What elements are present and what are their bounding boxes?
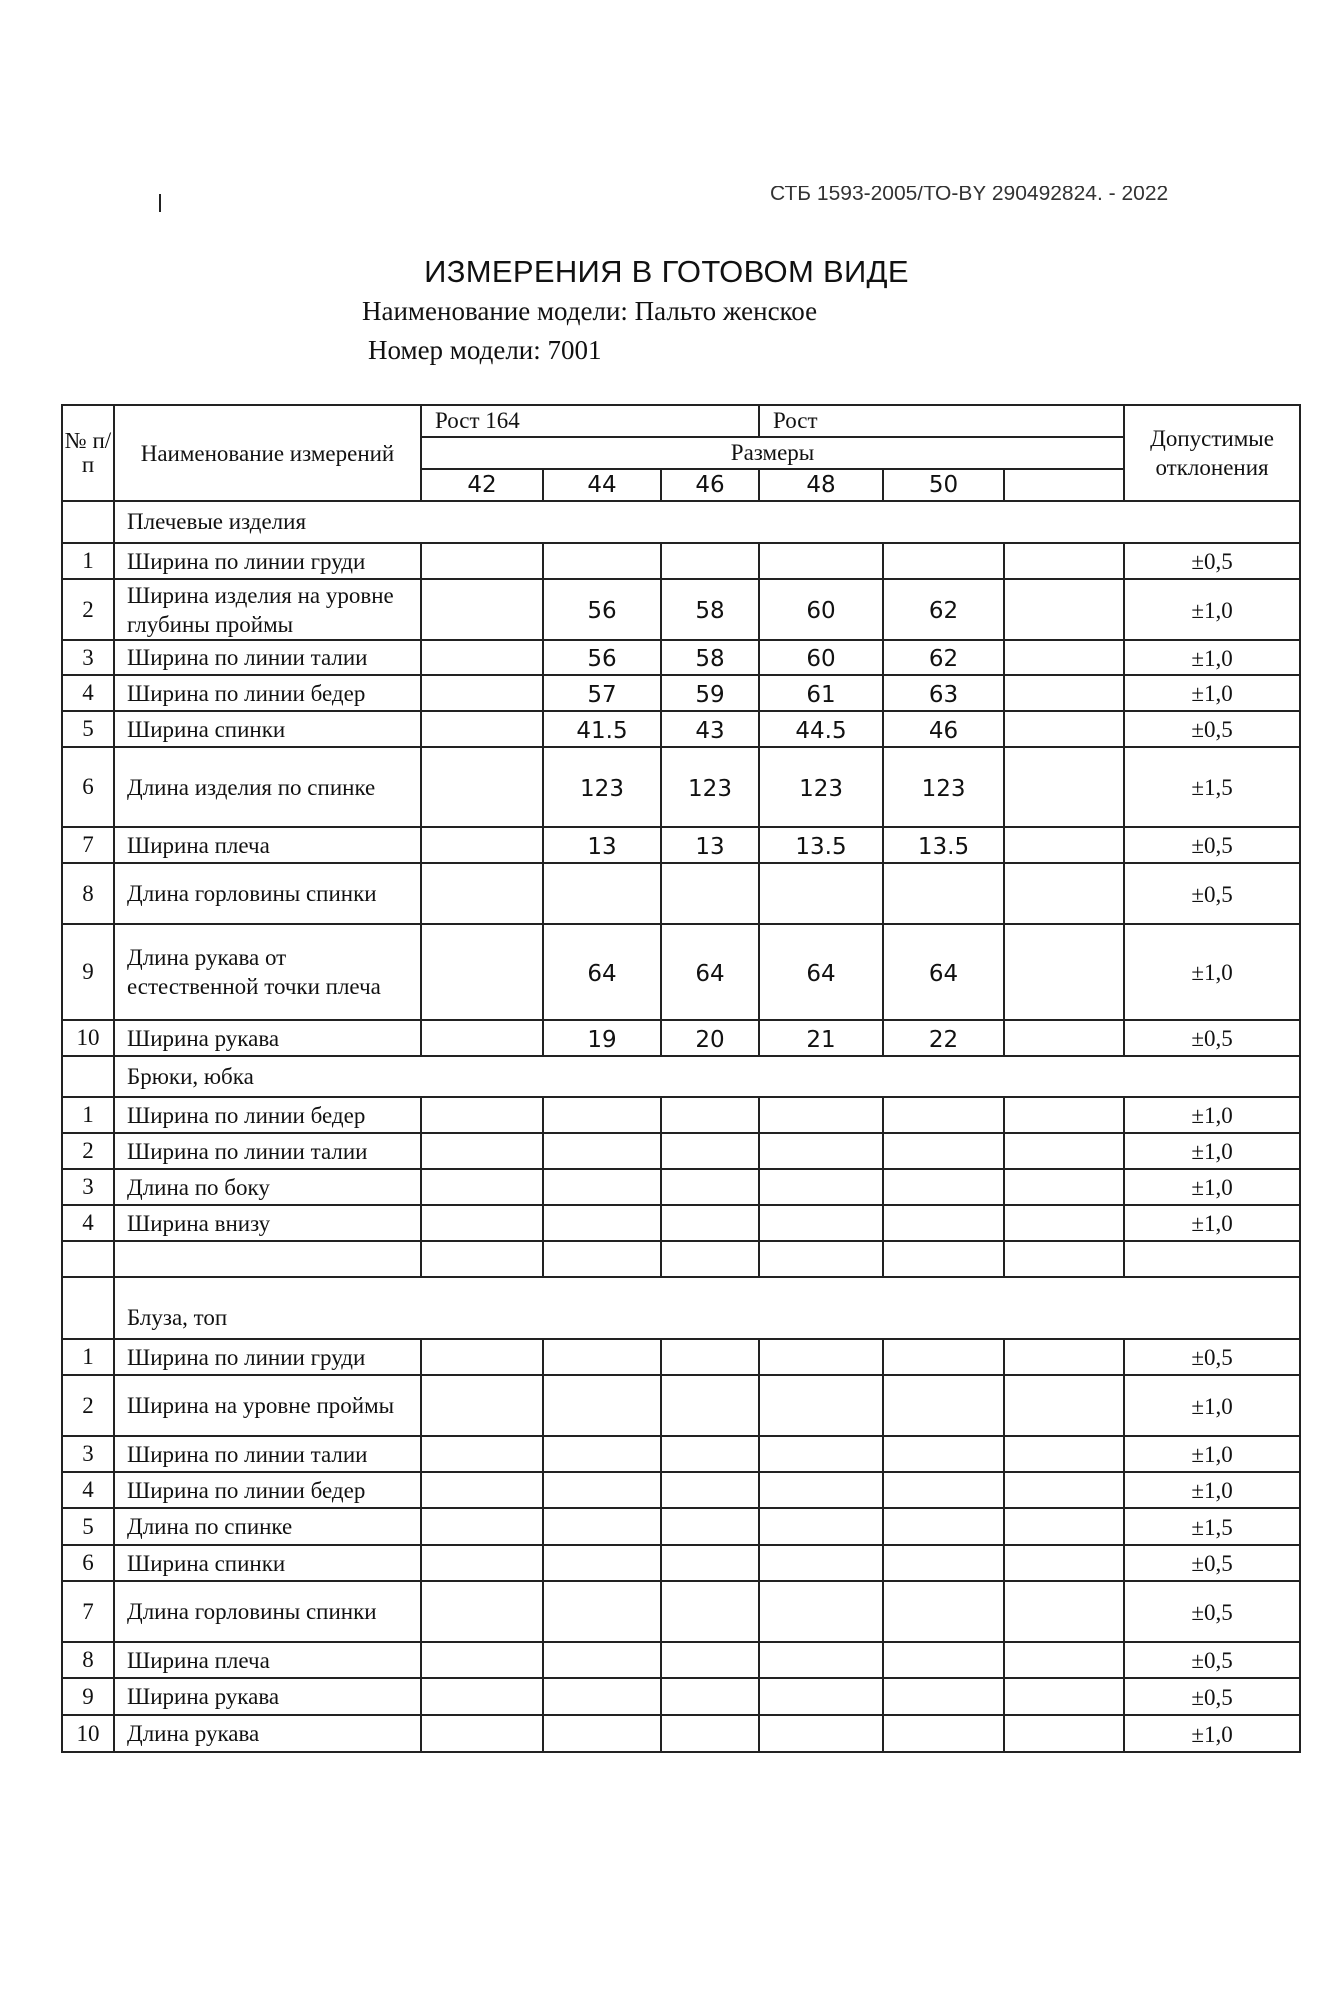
row-number: 8 bbox=[62, 863, 114, 924]
measurement-value bbox=[421, 675, 543, 711]
measurement-value bbox=[543, 1678, 661, 1715]
measurement-name: Длина по боку bbox=[114, 1169, 421, 1205]
section-number-cell bbox=[62, 1277, 114, 1339]
model-number: Номер модели: 7001 bbox=[368, 335, 602, 365]
measurement-value bbox=[1004, 1241, 1124, 1277]
row-number: 1 bbox=[62, 1339, 114, 1375]
tolerance-value: ±1,0 bbox=[1124, 1436, 1300, 1472]
measurement-name: Ширина по линии бедер bbox=[114, 675, 421, 711]
row-number: 7 bbox=[62, 1581, 114, 1642]
measurement-value bbox=[759, 1472, 883, 1508]
tolerance-value: ±0,5 bbox=[1124, 827, 1300, 863]
table-row bbox=[62, 543, 1300, 579]
table-row bbox=[62, 1472, 1300, 1508]
measurement-value: 43 bbox=[661, 711, 759, 747]
margin-mark bbox=[159, 194, 161, 212]
measurement-value bbox=[543, 1097, 661, 1133]
measurement-value bbox=[759, 1241, 883, 1277]
measurement-value bbox=[883, 1169, 1004, 1205]
measurement-value bbox=[883, 543, 1004, 579]
header-row-1 bbox=[62, 405, 1300, 437]
row-number: 3 bbox=[62, 640, 114, 675]
document-code: СТБ 1593-2005/ТО-BY 290492824. - 2022 bbox=[770, 186, 1169, 205]
measurement-value bbox=[661, 1205, 759, 1241]
measurement-value: 60 bbox=[759, 640, 883, 675]
measurement-value bbox=[1004, 1375, 1124, 1436]
row-number: 1 bbox=[62, 543, 114, 579]
measurement-name: Ширина рукава bbox=[114, 1020, 421, 1056]
measurement-value bbox=[1004, 1339, 1124, 1375]
table-row bbox=[62, 1715, 1300, 1752]
measurement-value bbox=[661, 1097, 759, 1133]
measurement-value bbox=[1004, 640, 1124, 675]
measurement-value bbox=[1004, 1169, 1124, 1205]
table-row bbox=[62, 640, 1300, 675]
measurement-value bbox=[543, 1241, 661, 1277]
measurement-value bbox=[421, 1581, 543, 1642]
measurement-value bbox=[883, 863, 1004, 924]
measurement-name: Ширина по линии талии bbox=[114, 1436, 421, 1472]
header-tolerance: Допустимые отклонения bbox=[1124, 405, 1300, 501]
row-number: 5 bbox=[62, 711, 114, 747]
measurement-value bbox=[421, 1241, 543, 1277]
model-name: Наименование модели: Пальто женское bbox=[362, 296, 818, 326]
measurement-value: 62 bbox=[883, 640, 1004, 675]
measurement-name: Ширина внизу bbox=[114, 1205, 421, 1241]
size-column-header: 46 bbox=[661, 469, 759, 501]
measurement-value: 46 bbox=[883, 711, 1004, 747]
measurement-value bbox=[759, 1205, 883, 1241]
measurement-name: Ширина по линии талии bbox=[114, 1133, 421, 1169]
measurement-value: 60 bbox=[759, 579, 883, 640]
tolerance-value: ±1,0 bbox=[1124, 1205, 1300, 1241]
measurement-value bbox=[661, 1472, 759, 1508]
measurement-value bbox=[1004, 1472, 1124, 1508]
row-number bbox=[62, 1241, 114, 1277]
tolerance-value: ±0,5 bbox=[1124, 1020, 1300, 1056]
measurement-value: 123 bbox=[759, 747, 883, 827]
table-row bbox=[62, 1642, 1300, 1678]
size-column-header: 44 bbox=[543, 469, 661, 501]
measurement-value bbox=[883, 1133, 1004, 1169]
section-row bbox=[62, 501, 1300, 543]
measurement-value bbox=[759, 1339, 883, 1375]
section-number-cell bbox=[62, 501, 114, 543]
measurement-name: Ширина по линии талии bbox=[114, 640, 421, 675]
table-row bbox=[62, 747, 1300, 827]
table-row bbox=[62, 1097, 1300, 1133]
measurement-value bbox=[1004, 1642, 1124, 1678]
measurement-value bbox=[1004, 579, 1124, 640]
measurement-value bbox=[421, 543, 543, 579]
table-row bbox=[62, 675, 1300, 711]
measurement-value: 13.5 bbox=[883, 827, 1004, 863]
measurement-value: 13 bbox=[661, 827, 759, 863]
measurement-value bbox=[759, 543, 883, 579]
measurement-name: Ширина плеча bbox=[114, 1642, 421, 1678]
tolerance-value: ±0,5 bbox=[1124, 1581, 1300, 1642]
measurement-value: 123 bbox=[661, 747, 759, 827]
measurement-value bbox=[543, 543, 661, 579]
measurement-value: 57 bbox=[543, 675, 661, 711]
measurement-value bbox=[1004, 1545, 1124, 1581]
measurement-value: 22 bbox=[883, 1020, 1004, 1056]
measurement-value bbox=[759, 1375, 883, 1436]
measurement-value bbox=[543, 1472, 661, 1508]
table-row bbox=[62, 1169, 1300, 1205]
measurement-value: 56 bbox=[543, 579, 661, 640]
measurement-value: 59 bbox=[661, 675, 759, 711]
measurement-value bbox=[1004, 675, 1124, 711]
measurement-value bbox=[661, 1642, 759, 1678]
measurement-value bbox=[543, 1642, 661, 1678]
measurement-value bbox=[543, 1339, 661, 1375]
measurement-value bbox=[421, 579, 543, 640]
measurement-value bbox=[1004, 924, 1124, 1020]
measurement-value bbox=[883, 1642, 1004, 1678]
measurement-value bbox=[661, 1545, 759, 1581]
measurement-value bbox=[661, 1375, 759, 1436]
measurement-value bbox=[759, 1169, 883, 1205]
measurement-value bbox=[661, 1508, 759, 1545]
measurement-value bbox=[1004, 543, 1124, 579]
measurement-name: Ширина спинки bbox=[114, 711, 421, 747]
measurement-value bbox=[759, 1642, 883, 1678]
measurement-value bbox=[421, 1545, 543, 1581]
header-measurement-name: Наименование измерений bbox=[114, 405, 421, 501]
size-column-header: 50 bbox=[883, 469, 1004, 501]
measurement-value bbox=[543, 1508, 661, 1545]
measurement-value bbox=[759, 1436, 883, 1472]
measurement-value bbox=[421, 827, 543, 863]
measurement-name: Ширина по линии груди bbox=[114, 543, 421, 579]
measurement-value: 63 bbox=[883, 675, 1004, 711]
measurement-value bbox=[661, 1581, 759, 1642]
measurement-value bbox=[1004, 1436, 1124, 1472]
tolerance-value: ±1,0 bbox=[1124, 675, 1300, 711]
table-row bbox=[62, 1508, 1300, 1545]
measurement-value bbox=[759, 1508, 883, 1545]
row-number: 3 bbox=[62, 1436, 114, 1472]
measurement-value bbox=[883, 1581, 1004, 1642]
measurement-value bbox=[421, 1375, 543, 1436]
measurement-value bbox=[883, 1472, 1004, 1508]
measurement-value bbox=[543, 1581, 661, 1642]
tolerance-value: ±0,5 bbox=[1124, 1545, 1300, 1581]
measurement-value bbox=[421, 1508, 543, 1545]
measurement-value bbox=[883, 1678, 1004, 1715]
measurement-value bbox=[1004, 827, 1124, 863]
measurements-table bbox=[61, 404, 1301, 1753]
measurement-value: 13.5 bbox=[759, 827, 883, 863]
measurement-value bbox=[759, 863, 883, 924]
section-title: Блуза, топ bbox=[114, 1277, 1300, 1339]
row-number: 2 bbox=[62, 1133, 114, 1169]
measurement-value bbox=[661, 863, 759, 924]
section-row bbox=[62, 1277, 1300, 1339]
measurement-value: 20 bbox=[661, 1020, 759, 1056]
measurement-value: 21 bbox=[759, 1020, 883, 1056]
measurement-name: Ширина рукава bbox=[114, 1678, 421, 1715]
measurement-name bbox=[114, 1241, 421, 1277]
tolerance-value bbox=[1124, 1241, 1300, 1277]
table-row bbox=[62, 863, 1300, 924]
measurement-name: Ширина по линии груди bbox=[114, 1339, 421, 1375]
measurement-value bbox=[421, 1133, 543, 1169]
table-row bbox=[62, 1339, 1300, 1375]
measurement-value bbox=[421, 1020, 543, 1056]
header-rost-2: Рост bbox=[759, 405, 1124, 437]
measurement-value bbox=[661, 543, 759, 579]
tolerance-value: ±1,0 bbox=[1124, 1375, 1300, 1436]
measurement-value bbox=[543, 1715, 661, 1752]
measurement-value bbox=[661, 1241, 759, 1277]
measurement-value: 58 bbox=[661, 640, 759, 675]
measurement-value bbox=[421, 747, 543, 827]
measurement-value: 44.5 bbox=[759, 711, 883, 747]
measurement-value: 123 bbox=[543, 747, 661, 827]
header-sizes: Размеры bbox=[421, 437, 1124, 469]
measurement-value bbox=[759, 1678, 883, 1715]
section-number-cell bbox=[62, 1056, 114, 1097]
measurement-value bbox=[421, 1339, 543, 1375]
row-number: 10 bbox=[62, 1715, 114, 1752]
measurement-value bbox=[759, 1715, 883, 1752]
table-row bbox=[62, 1375, 1300, 1436]
measurement-value: 64 bbox=[661, 924, 759, 1020]
tolerance-value: ±1,0 bbox=[1124, 640, 1300, 675]
measurement-value bbox=[883, 1097, 1004, 1133]
table-row bbox=[62, 827, 1300, 863]
measurement-name: Длина рукава от естественной точки плеча bbox=[114, 924, 421, 1020]
row-number: 4 bbox=[62, 1472, 114, 1508]
table-row bbox=[62, 1678, 1300, 1715]
measurement-value: 64 bbox=[759, 924, 883, 1020]
row-number: 6 bbox=[62, 747, 114, 827]
header-number: № п/ п bbox=[62, 405, 114, 501]
tolerance-value: ±1,0 bbox=[1124, 579, 1300, 640]
row-number: 4 bbox=[62, 675, 114, 711]
measurement-value: 123 bbox=[883, 747, 1004, 827]
measurement-value bbox=[1004, 863, 1124, 924]
measurement-value: 58 bbox=[661, 579, 759, 640]
table-row bbox=[62, 711, 1300, 747]
measurement-name: Ширина по линии бедер bbox=[114, 1097, 421, 1133]
header-rost-1: Рост 164 bbox=[421, 405, 759, 437]
measurement-value bbox=[421, 1205, 543, 1241]
measurement-value bbox=[543, 1545, 661, 1581]
measurement-value bbox=[1004, 1020, 1124, 1056]
measurement-value bbox=[1004, 1097, 1124, 1133]
row-number: 5 bbox=[62, 1508, 114, 1545]
measurement-name: Длина по спинке bbox=[114, 1508, 421, 1545]
table-row bbox=[62, 1545, 1300, 1581]
tolerance-value: ±1,5 bbox=[1124, 747, 1300, 827]
size-column-header bbox=[1004, 469, 1124, 501]
measurement-name: Ширина изделия на уровне глубины проймы bbox=[114, 579, 421, 640]
measurement-value bbox=[661, 1715, 759, 1752]
measurement-value bbox=[1004, 1581, 1124, 1642]
tolerance-value: ±1,0 bbox=[1124, 1169, 1300, 1205]
measurement-value bbox=[543, 1169, 661, 1205]
section-title: Плечевые изделия bbox=[114, 501, 1300, 543]
measurement-name: Ширина на уровне проймы bbox=[114, 1375, 421, 1436]
measurement-value bbox=[421, 1715, 543, 1752]
measurement-value bbox=[543, 1436, 661, 1472]
tolerance-value: ±0,5 bbox=[1124, 711, 1300, 747]
tolerance-value: ±1,5 bbox=[1124, 1508, 1300, 1545]
tolerance-value: ±0,5 bbox=[1124, 543, 1300, 579]
measurement-value bbox=[661, 1436, 759, 1472]
row-number: 2 bbox=[62, 1375, 114, 1436]
measurement-name: Ширина по линии бедер bbox=[114, 1472, 421, 1508]
measurement-value bbox=[1004, 711, 1124, 747]
measurement-name: Ширина спинки bbox=[114, 1545, 421, 1581]
measurement-value bbox=[421, 1642, 543, 1678]
table-row bbox=[62, 1133, 1300, 1169]
measurement-value bbox=[421, 1097, 543, 1133]
measurement-name: Длина горловины спинки bbox=[114, 1581, 421, 1642]
measurement-value bbox=[421, 1169, 543, 1205]
measurement-value: 64 bbox=[543, 924, 661, 1020]
tolerance-value: ±0,5 bbox=[1124, 1642, 1300, 1678]
measurement-value bbox=[759, 1097, 883, 1133]
tolerance-value: ±1,0 bbox=[1124, 924, 1300, 1020]
measurement-value: 64 bbox=[883, 924, 1004, 1020]
measurement-value: 13 bbox=[543, 827, 661, 863]
measurement-value bbox=[883, 1205, 1004, 1241]
measurement-value bbox=[1004, 1715, 1124, 1752]
measurement-value bbox=[883, 1508, 1004, 1545]
measurement-value bbox=[421, 863, 543, 924]
measurement-name: Длина рукава bbox=[114, 1715, 421, 1752]
measurement-value bbox=[1004, 1508, 1124, 1545]
section-row bbox=[62, 1056, 1300, 1097]
row-number: 4 bbox=[62, 1205, 114, 1241]
measurement-value bbox=[661, 1169, 759, 1205]
measurement-value bbox=[421, 1472, 543, 1508]
measurement-value: 41.5 bbox=[543, 711, 661, 747]
measurement-value bbox=[759, 1581, 883, 1642]
measurement-value bbox=[1004, 1205, 1124, 1241]
tolerance-value: ±0,5 bbox=[1124, 1339, 1300, 1375]
row-number: 7 bbox=[62, 827, 114, 863]
tolerance-value: ±1,0 bbox=[1124, 1472, 1300, 1508]
row-number: 2 bbox=[62, 579, 114, 640]
measurement-value bbox=[883, 1375, 1004, 1436]
measurement-value bbox=[759, 1545, 883, 1581]
measurement-value bbox=[421, 1678, 543, 1715]
measurement-value bbox=[421, 640, 543, 675]
measurement-value bbox=[1004, 1133, 1124, 1169]
tolerance-value: ±0,5 bbox=[1124, 863, 1300, 924]
measurement-value bbox=[883, 1339, 1004, 1375]
measurement-value: 19 bbox=[543, 1020, 661, 1056]
section-title: Брюки, юбка bbox=[114, 1056, 1300, 1097]
measurement-value bbox=[543, 1133, 661, 1169]
size-column-header: 48 bbox=[759, 469, 883, 501]
tolerance-value: ±1,0 bbox=[1124, 1133, 1300, 1169]
measurement-value bbox=[883, 1436, 1004, 1472]
tolerance-value: ±1,0 bbox=[1124, 1715, 1300, 1752]
table-row bbox=[62, 1205, 1300, 1241]
table-row bbox=[62, 924, 1300, 1020]
measurement-value bbox=[543, 1205, 661, 1241]
measurement-value bbox=[1004, 747, 1124, 827]
size-column-header: 42 bbox=[421, 469, 543, 501]
tolerance-value: ±0,5 bbox=[1124, 1678, 1300, 1715]
tolerance-value: ±1,0 bbox=[1124, 1097, 1300, 1133]
measurement-value bbox=[661, 1339, 759, 1375]
table-row bbox=[62, 1436, 1300, 1472]
measurement-value bbox=[421, 711, 543, 747]
measurement-value bbox=[543, 1375, 661, 1436]
measurement-value bbox=[421, 924, 543, 1020]
measurement-value bbox=[421, 1436, 543, 1472]
measurement-value bbox=[883, 1241, 1004, 1277]
document-title: ИЗМЕРЕНИЯ В ГОТОВОМ ВИДЕ bbox=[424, 254, 909, 289]
row-number: 1 bbox=[62, 1097, 114, 1133]
measurement-value bbox=[661, 1678, 759, 1715]
table-row bbox=[62, 579, 1300, 640]
measurement-name: Длина изделия по спинке bbox=[114, 747, 421, 827]
row-number: 10 bbox=[62, 1020, 114, 1056]
measurement-value bbox=[661, 1133, 759, 1169]
measurement-value bbox=[759, 1133, 883, 1169]
row-number: 8 bbox=[62, 1642, 114, 1678]
measurement-value: 61 bbox=[759, 675, 883, 711]
measurement-value: 56 bbox=[543, 640, 661, 675]
measurement-value bbox=[543, 863, 661, 924]
row-number: 9 bbox=[62, 924, 114, 1020]
row-number: 3 bbox=[62, 1169, 114, 1205]
table-row bbox=[62, 1020, 1300, 1056]
table-row bbox=[62, 1241, 1300, 1277]
row-number: 6 bbox=[62, 1545, 114, 1581]
measurement-value bbox=[883, 1715, 1004, 1752]
measurement-name: Длина горловины спинки bbox=[114, 863, 421, 924]
measurement-value: 62 bbox=[883, 579, 1004, 640]
measurement-name: Ширина плеча bbox=[114, 827, 421, 863]
measurement-value bbox=[883, 1545, 1004, 1581]
table-row bbox=[62, 1581, 1300, 1642]
row-number: 9 bbox=[62, 1678, 114, 1715]
measurement-value bbox=[1004, 1678, 1124, 1715]
